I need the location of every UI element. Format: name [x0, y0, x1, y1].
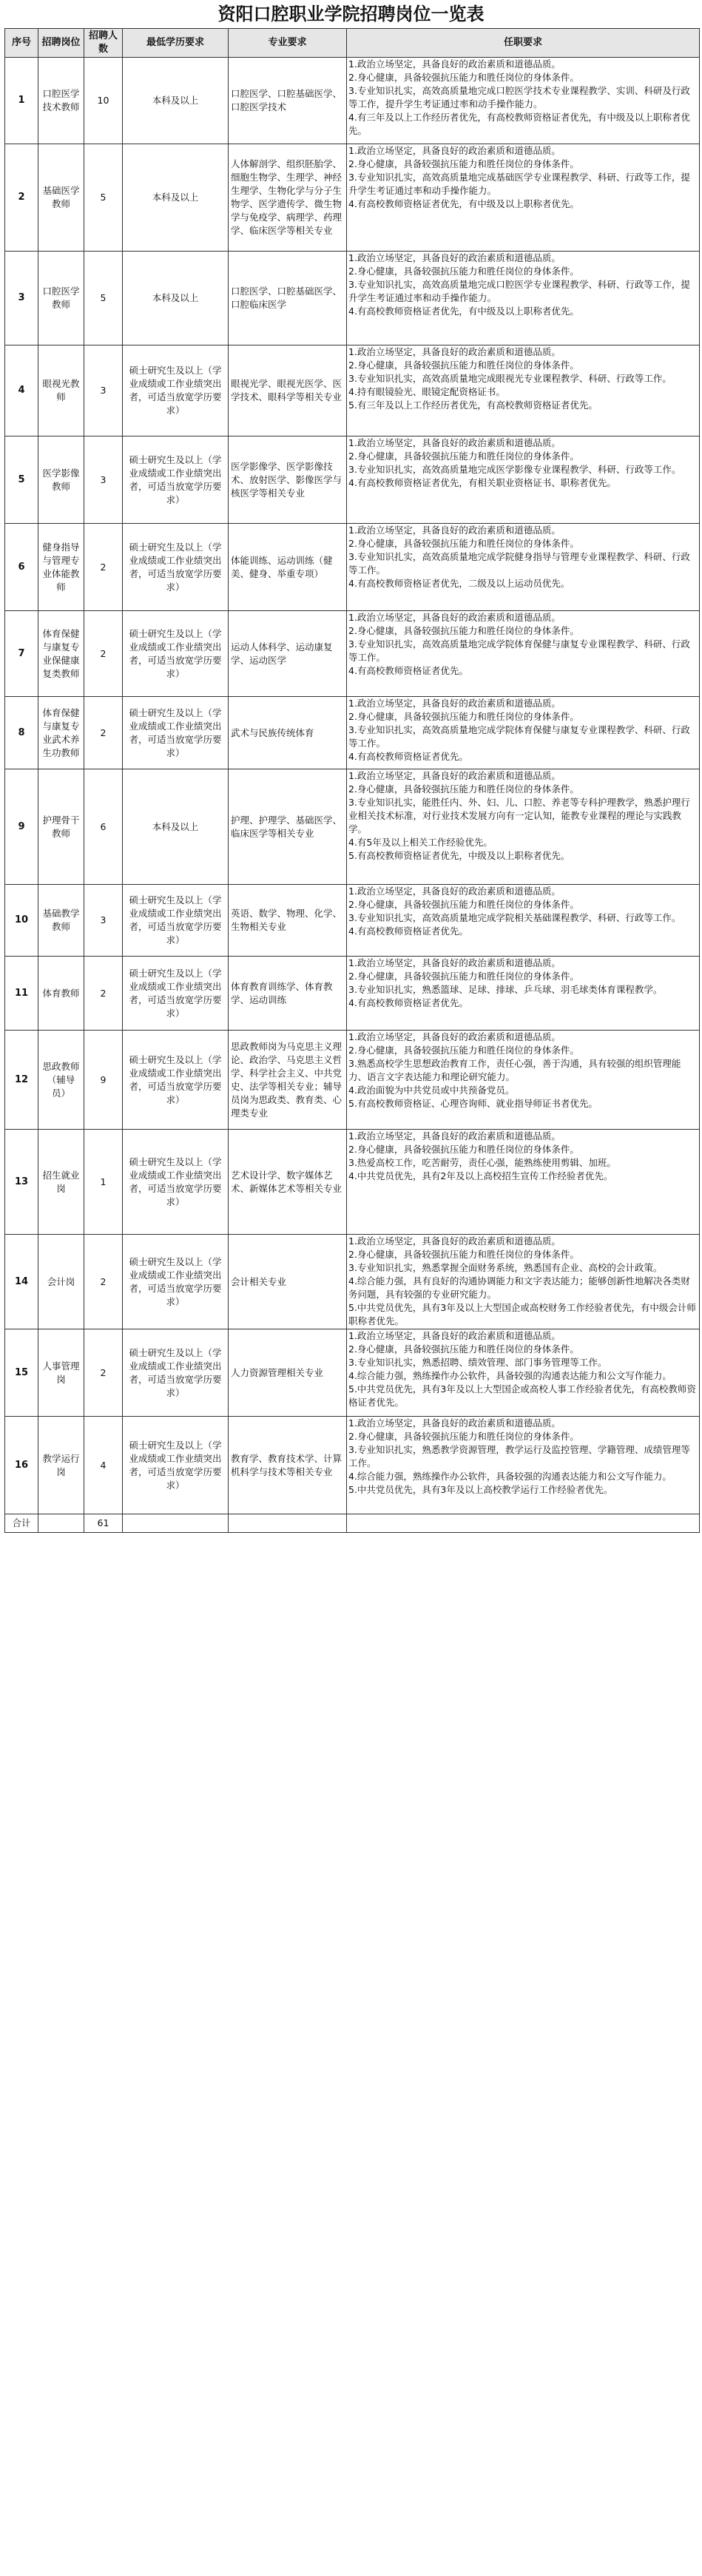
duty-item: 2.身心健康，具备较强抗压能力和胜任岗位的身体条件。 — [348, 971, 579, 982]
row-count: 5 — [84, 144, 123, 252]
row-no: 5 — [5, 436, 38, 524]
row-education: 硕士研究生及以上（学业成绩或工作业绩突出者，可适当放宽学历要求） — [123, 1235, 229, 1329]
table-row — [5, 1130, 700, 1235]
duty-item: 1.政治立场坚定，具备良好的政治素质和道德品质。 — [348, 145, 561, 156]
duty-item: 1.政治立场坚定，具备良好的政治素质和道德品质。 — [348, 1417, 561, 1429]
row-no: 2 — [5, 144, 38, 252]
table-row — [5, 697, 700, 769]
table-row — [5, 769, 700, 885]
row-education: 硕士研究生及以上（学业成绩或工作业绩突出者，可适当放宽学历要求） — [123, 524, 229, 611]
row-no: 7 — [5, 611, 38, 697]
recruitment-table — [4, 28, 700, 1533]
table-header-row — [5, 29, 700, 58]
duty-item: 2.身心健康，具备较强抗压能力和胜任岗位的身体条件。 — [348, 1045, 579, 1056]
duty-item: 5.中共党员优先，具有3年及以上大型国企或高校人事工作经验者优先，有高校教师资格证者优先。 — [348, 1383, 696, 1408]
duty-item: 3.专业知识扎实，熟悉招聘、绩效管理、部门事务管理等工作。 — [348, 1357, 607, 1368]
duty-item: 1.政治立场坚定，具备良好的政治素质和道德品质。 — [348, 252, 561, 263]
duty-item: 3.专业知识扎实，高效高质量地完成口腔医学专业课程教学、科研、行政等工作，提升学生考证通过率和动手操作能力。 — [348, 279, 690, 303]
table-row — [5, 436, 700, 524]
duty-item: 2.身心健康，具备较强抗压能力和胜任岗位的身体条件。 — [348, 1144, 579, 1155]
duty-item: 3.专业知识扎实，高效高质量地完成学院健身指导与管理专业课程教学、科研、行政等工作。 — [348, 551, 690, 576]
row-education: 硕士研究生及以上（学业成绩或工作业绩突出者，可适当放宽学历要求） — [123, 885, 229, 957]
duty-item: 1.政治立场坚定，具备良好的政治素质和道德品质。 — [348, 957, 561, 968]
duty-item: 2.身心健康，具备较强抗压能力和胜任岗位的身体条件。 — [348, 899, 579, 910]
row-duties — [347, 1031, 700, 1130]
header-duties: 任职要求 — [347, 29, 700, 58]
duty-item: 1.政治立场坚定，具备良好的政治素质和道德品质。 — [348, 525, 561, 536]
row-post: 口腔医学教师 — [38, 252, 84, 345]
row-duties — [347, 436, 700, 524]
row-no: 3 — [5, 252, 38, 345]
duty-item: 3.专业知识扎实，熟悉篮球、足球、排球、乒乓球、羽毛球类体育课程教学。 — [348, 984, 663, 995]
row-major: 体能训练、运动训练（健美、健身、举重专项） — [229, 524, 347, 611]
row-major: 武术与民族传统体育 — [229, 697, 347, 769]
duty-item: 2.身心健康，具备较强抗压能力和胜任岗位的身体条件。 — [348, 451, 579, 462]
table-row — [5, 885, 700, 957]
table-body — [5, 58, 700, 1514]
row-education: 硕士研究生及以上（学业成绩或工作业绩突出者，可适当放宽学历要求） — [123, 436, 229, 524]
duty-item: 3.专业知识扎实，能胜任内、外、妇、儿、口腔、养老等专科护理教学，熟悉护理行业相关技术标准，对行业技术发展方向有一定认知，能教专业课程的理论与实践教学。 — [348, 797, 690, 834]
table-row — [5, 1417, 700, 1514]
row-count: 4 — [84, 1417, 123, 1514]
row-education: 本科及以上 — [123, 252, 229, 345]
row-count: 2 — [84, 697, 123, 769]
duty-item: 4.有高校教师资格证者优先，有中级及以上职称者优先。 — [348, 306, 579, 317]
row-count: 5 — [84, 252, 123, 345]
row-duties — [347, 885, 700, 957]
row-education: 硕士研究生及以上（学业成绩或工作业绩突出者，可适当放宽学历要求） — [123, 1130, 229, 1235]
row-major: 会计相关专业 — [229, 1235, 347, 1329]
duty-item: 3.专业知识扎实，高效高质量地完成学院体育保健与康复专业课程教学、科研、行政等工作。 — [348, 724, 690, 749]
duty-item: 1.政治立场坚定，具备良好的政治素质和道德品质。 — [348, 1031, 561, 1042]
duty-item: 5.有三年及以上工作经历者优先，有高校教师资格证者优先。 — [348, 399, 598, 411]
row-education: 本科及以上 — [123, 144, 229, 252]
table-row — [5, 1235, 700, 1329]
table-row — [5, 1031, 700, 1130]
row-major: 口腔医学、口腔基础医学、口腔医学技术 — [229, 58, 347, 144]
row-count: 6 — [84, 769, 123, 885]
row-duties — [347, 144, 700, 252]
duty-item: 3.专业知识扎实，熟悉教学资源管理，教学运行及监控管理、学籍管理、成绩管理等工作。 — [348, 1444, 690, 1469]
row-count: 3 — [84, 885, 123, 957]
row-education: 硕士研究生及以上（学业成绩或工作业绩突出者，可适当放宽学历要求） — [123, 611, 229, 697]
row-no: 15 — [5, 1329, 38, 1417]
duty-item: 2.身心健康，具备较强抗压能力和胜任岗位的身体条件。 — [348, 783, 579, 795]
row-no: 12 — [5, 1031, 38, 1130]
row-count: 2 — [84, 1329, 123, 1417]
table-row — [5, 252, 700, 345]
duty-item: 2.身心健康，具备较强抗压能力和胜任岗位的身体条件。 — [348, 360, 579, 371]
duty-item: 1.政治立场坚定，具备良好的政治素质和道德品质。 — [348, 1235, 561, 1247]
row-duties — [347, 524, 700, 611]
row-duties — [347, 769, 700, 885]
duty-item: 3.专业知识扎实，高效高质量地完成学院体育保健与康复专业课程教学、科研、行政等工作。 — [348, 638, 690, 663]
duty-item: 1.政治立场坚定，具备良好的政治素质和道德品质。 — [348, 886, 561, 897]
row-no: 11 — [5, 957, 38, 1031]
duty-item: 1.政治立场坚定，具备良好的政治素质和道德品质。 — [348, 1330, 561, 1341]
row-count: 2 — [84, 957, 123, 1031]
row-duties — [347, 1235, 700, 1329]
duty-item: 4.有高校教师资格证者优先。 — [348, 751, 468, 762]
duty-item: 4.有三年及以上工作经历者优先，有高校教师资格证者优先，有中级及以上职称者优先。 — [348, 112, 690, 136]
duty-item: 4.持有眼镜验光、眼镜定配资格证书。 — [348, 386, 505, 397]
total-empty-education — [123, 1514, 229, 1533]
row-education: 本科及以上 — [123, 58, 229, 144]
duty-item: 4.有高校教师资格证者优先。 — [348, 997, 468, 1008]
table-row — [5, 58, 700, 144]
row-post: 体育保健与康复专业保健康复类教师 — [38, 611, 84, 697]
header-count: 招聘人数 — [84, 29, 123, 58]
row-major: 英语、数学、物理、化学、生物相关专业 — [229, 885, 347, 957]
duty-item: 3.专业知识扎实，熟悉掌握全面财务系统，熟悉国有企业、高校的会计政策。 — [348, 1262, 663, 1273]
total-value: 61 — [84, 1514, 123, 1533]
row-post: 思政教师（辅导员） — [38, 1031, 84, 1130]
row-education: 硕士研究生及以上（学业成绩或工作业绩突出者，可适当放宽学历要求） — [123, 697, 229, 769]
duty-item: 1.政治立场坚定，具备良好的政治素质和道德品质。 — [348, 698, 561, 709]
duty-item: 2.身心健康，具备较强抗压能力和胜任岗位的身体条件。 — [348, 72, 579, 83]
duty-item: 2.身心健康，具备较强抗压能力和胜任岗位的身体条件。 — [348, 1431, 579, 1442]
duty-item: 4.有高校教师资格证者优先，有相关职业资格证书、职称者优先。 — [348, 477, 616, 488]
total-row — [5, 1514, 700, 1533]
duty-item: 1.政治立场坚定，具备良好的政治素质和道德品质。 — [348, 346, 561, 357]
duty-item: 5.有高校教师资格证者优先，中级及以上职称者优先。 — [348, 850, 570, 861]
total-empty-major — [229, 1514, 347, 1533]
row-duties — [347, 252, 700, 345]
duty-item: 4.政治面貌为中共党员或中共预备党员。 — [348, 1085, 515, 1096]
row-education: 硕士研究生及以上（学业成绩或工作业绩突出者，可适当放宽学历要求） — [123, 345, 229, 436]
recruitment-table-container — [4, 28, 699, 1533]
table-row — [5, 1329, 700, 1417]
duty-item: 3.专业知识扎实，高效高质量地完成口腔医学技术专业课程教学、实训、科研及行政等工作，提升学生考证通过率和动手操作能力。 — [348, 85, 690, 109]
header-major: 专业要求 — [229, 29, 347, 58]
header-no: 序号 — [5, 29, 38, 58]
row-no: 16 — [5, 1417, 38, 1514]
row-count: 9 — [84, 1031, 123, 1130]
table-row — [5, 144, 700, 252]
duty-item: 2.身心健康，具备较强抗压能力和胜任岗位的身体条件。 — [348, 1249, 579, 1260]
row-count: 3 — [84, 436, 123, 524]
row-education: 硕士研究生及以上（学业成绩或工作业绩突出者，可适当放宽学历要求） — [123, 1417, 229, 1514]
row-post: 医学影像教师 — [38, 436, 84, 524]
row-no: 8 — [5, 697, 38, 769]
duty-item: 2.身心健康，具备较强抗压能力和胜任岗位的身体条件。 — [348, 1343, 579, 1355]
row-count: 3 — [84, 345, 123, 436]
row-count: 2 — [84, 611, 123, 697]
row-major: 体育教育训练学、体育教学、运动训练 — [229, 957, 347, 1031]
row-post: 会计岗 — [38, 1235, 84, 1329]
table-row — [5, 345, 700, 436]
duty-item: 4.综合能力强，熟练操作办公软件，具备较强的沟通表达能力和公文写作能力。 — [348, 1471, 672, 1482]
duty-item: 3.热爱高校工作，吃苦耐劳，责任心强，能熟练使用剪辑、加班。 — [348, 1157, 616, 1168]
row-post: 体育保健与康复专业武术养生功教师 — [38, 697, 84, 769]
duty-item: 5.中共党员优先，具有3年及以上高校教学运行工作经验者优先。 — [348, 1484, 613, 1495]
duty-item: 4.有高校教师资格证者优先。 — [348, 925, 468, 937]
row-major: 思政教师岗为马克思主义理论、政治学、马克思主义哲学、科学社会主义、中共党史、法学等相关专业；辅导员岗为思政类、教育类、心理类专业 — [229, 1031, 347, 1130]
table-row — [5, 524, 700, 611]
row-post: 口腔医学技术教师 — [38, 58, 84, 144]
total-spacer — [38, 1514, 84, 1533]
duty-item: 2.身心健康，具备较强抗压能力和胜任岗位的身体条件。 — [348, 538, 579, 549]
page-title: 资阳口腔职业学院招聘岗位一览表 — [217, 4, 485, 24]
row-education: 硕士研究生及以上（学业成绩或工作业绩突出者，可适当放宽学历要求） — [123, 957, 229, 1031]
row-post: 眼视光教师 — [38, 345, 84, 436]
row-major: 人体解剖学、组织胚胎学、细胞生物学、生理学、神经生理学、生物化学与分子生物学、医学遗传学、微生物学与免疫学、病理学、药理学、临床医学等相关专业 — [229, 144, 347, 252]
row-no: 4 — [5, 345, 38, 436]
duty-item: 4.中共党员优先，具有2年及以上高校招生宣传工作经验者优先。 — [348, 1170, 613, 1181]
header-education: 最低学历要求 — [123, 29, 229, 58]
row-major: 护理、护理学、基础医学、临床医学等相关专业 — [229, 769, 347, 885]
duty-item: 1.政治立场坚定，具备良好的政治素质和道德品质。 — [348, 612, 561, 623]
duty-item: 2.身心健康，具备较强抗压能力和胜任岗位的身体条件。 — [348, 266, 579, 277]
row-duties — [347, 58, 700, 144]
row-post: 基础医学教师 — [38, 144, 84, 252]
duty-item: 1.政治立场坚定，具备良好的政治素质和道德品质。 — [348, 1130, 561, 1142]
row-education: 硕士研究生及以上（学业成绩或工作业绩突出者，可适当放宽学历要求） — [123, 1329, 229, 1417]
duty-item: 3.熟悉高校学生思想政治教育工作，责任心强，善于沟通，具有较强的组织管理能力、语言文字表达能力和理论研究能力。 — [348, 1058, 681, 1082]
row-no: 10 — [5, 885, 38, 957]
row-post: 护理骨干教师 — [38, 769, 84, 885]
duty-item: 4.有高校教师资格证者优先。 — [348, 665, 468, 676]
row-count: 10 — [84, 58, 123, 144]
row-post: 体育教师 — [38, 957, 84, 1031]
duty-item: 4.综合能力强，熟练操作办公软件，具备较强的沟通表达能力和公文写作能力。 — [348, 1370, 672, 1381]
row-education: 硕士研究生及以上（学业成绩或工作业绩突出者，可适当放宽学历要求） — [123, 1031, 229, 1130]
row-post: 健身指导与管理专业体能教师 — [38, 524, 84, 611]
row-duties — [347, 697, 700, 769]
duty-item: 4.有高校教师资格证者优先，二级及以上运动员优先。 — [348, 578, 570, 589]
duty-item: 1.政治立场坚定，具备良好的政治素质和道德品质。 — [348, 58, 561, 70]
row-duties — [347, 1329, 700, 1417]
table-row — [5, 957, 700, 1031]
row-count: 2 — [84, 524, 123, 611]
row-major: 医学影像学、医学影像技术、放射医学、影像医学与核医学等相关专业 — [229, 436, 347, 524]
row-major: 眼视光学、眼视光医学、医学技术、眼科学等相关专业 — [229, 345, 347, 436]
row-major: 人力资源管理相关专业 — [229, 1329, 347, 1417]
row-major: 艺术设计学、数字媒体艺术、新媒体艺术等相关专业 — [229, 1130, 347, 1235]
table-row — [5, 611, 700, 697]
row-education: 本科及以上 — [123, 769, 229, 885]
row-post: 教学运行岗 — [38, 1417, 84, 1514]
duty-item: 3.专业知识扎实，高效高质量地完成基础医学专业课程教学、科研、行政等工作，提升学生考证通过率和动手操作能力。 — [348, 172, 690, 196]
row-major: 教育学、教育技术学、计算机科学与技术等相关专业 — [229, 1417, 347, 1514]
row-post: 招生就业岗 — [38, 1130, 84, 1235]
duty-item: 3.专业知识扎实，高效高质量地完成医学影像专业课程教学、科研、行政等工作。 — [348, 464, 681, 475]
duty-item: 3.专业知识扎实，高效高质量地完成学院相关基础课程教学、科研、行政等工作。 — [348, 912, 681, 923]
duty-item: 1.政治立场坚定，具备良好的政治素质和道德品质。 — [348, 770, 561, 781]
row-no: 6 — [5, 524, 38, 611]
duty-item: 5.中共党员优先，具有3年及以上大型国企或高校财务工作经验者优先，有中级会计师职称者优先。 — [348, 1302, 696, 1326]
duty-item: 2.身心健康，具备较强抗压能力和胜任岗位的身体条件。 — [348, 625, 579, 636]
row-duties — [347, 611, 700, 697]
duty-item: 1.政治立场坚定，具备良好的政治素质和道德品质。 — [348, 437, 561, 448]
duty-item: 5.有高校教师资格证、心理咨询师、就业指导师证书者优先。 — [348, 1098, 598, 1109]
row-major: 口腔医学、口腔基础医学、口腔临床医学 — [229, 252, 347, 345]
row-major: 运动人体科学、运动康复学、运动医学 — [229, 611, 347, 697]
duty-item: 4.综合能力强，具有良好的沟通协调能力和文字表达能力；能够创新性地解决各类财务问题，具有较强的专业研究能力。 — [348, 1275, 690, 1300]
row-no: 13 — [5, 1130, 38, 1235]
row-no: 1 — [5, 58, 38, 144]
row-duties — [347, 1130, 700, 1235]
duty-item: 2.身心健康，具备较强抗压能力和胜任岗位的身体条件。 — [348, 711, 579, 722]
row-no: 14 — [5, 1235, 38, 1329]
row-no: 9 — [5, 769, 38, 885]
row-duties — [347, 1417, 700, 1514]
duty-item: 2.身心健康，具备较强抗压能力和胜任岗位的身体条件。 — [348, 158, 579, 169]
row-count: 2 — [84, 1235, 123, 1329]
duty-item: 4.有5年及以上相关工作经验优先。 — [348, 837, 493, 848]
total-empty-duties — [347, 1514, 700, 1533]
total-label: 合计 — [5, 1514, 38, 1533]
row-post: 人事管理岗 — [38, 1329, 84, 1417]
row-count: 1 — [84, 1130, 123, 1235]
duty-item: 4.有高校教师资格证者优先，有中级及以上职称者优先。 — [348, 198, 579, 209]
duty-item: 3.专业知识扎实，高效高质量地完成眼视光专业课程教学、科研、行政等工作。 — [348, 373, 672, 384]
row-post: 基础教学教师 — [38, 885, 84, 957]
row-duties — [347, 345, 700, 436]
header-post: 招聘岗位 — [38, 29, 84, 58]
row-duties — [347, 957, 700, 1031]
